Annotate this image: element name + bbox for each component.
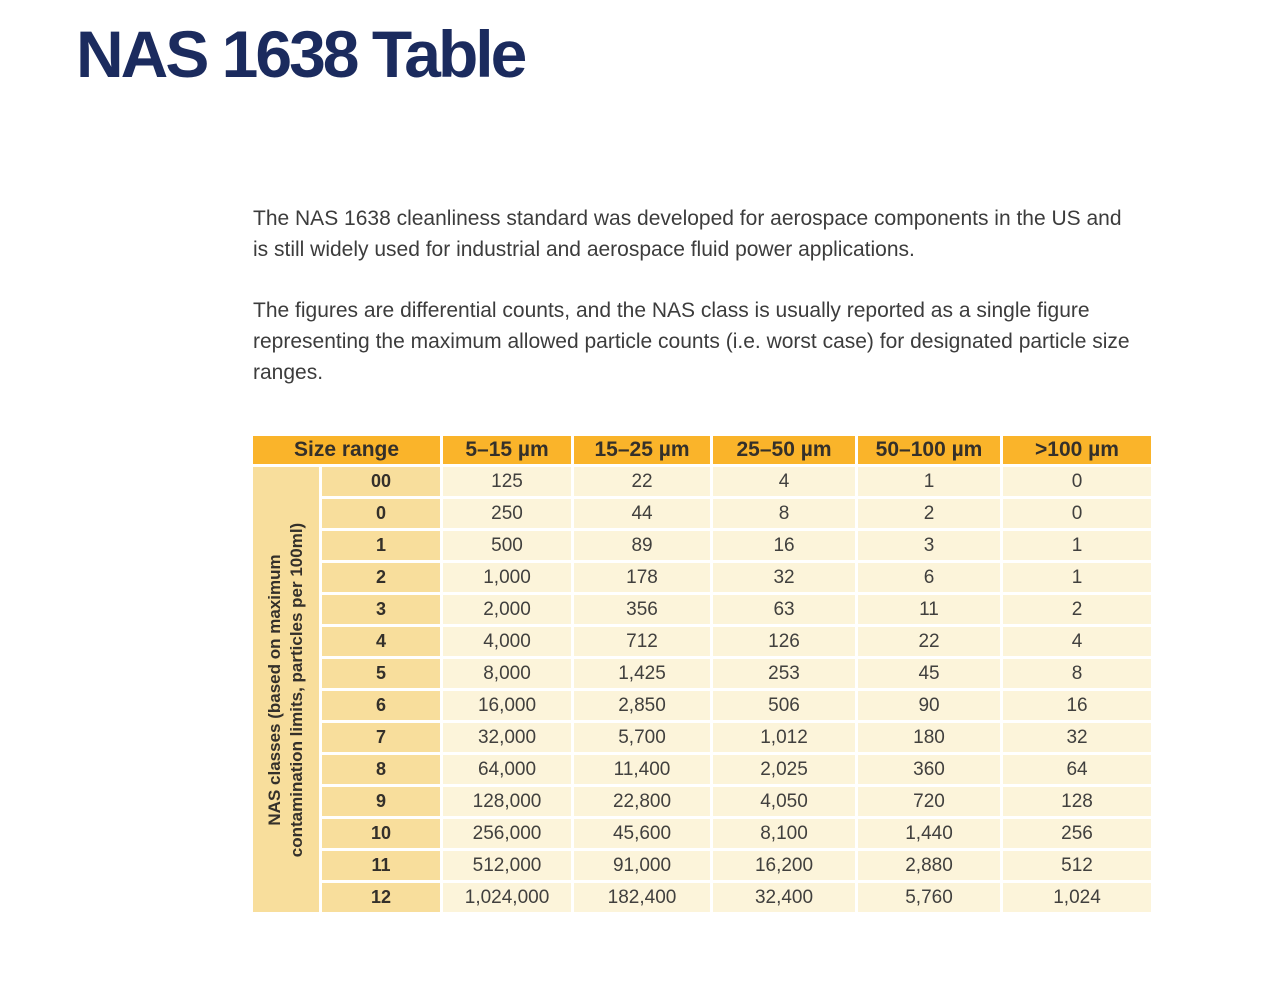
count-cell: 1 bbox=[1003, 563, 1151, 592]
nas-class-cell: 4 bbox=[322, 627, 440, 656]
count-cell: 44 bbox=[574, 499, 710, 528]
count-cell: 22,800 bbox=[574, 787, 710, 816]
count-cell: 45 bbox=[858, 659, 1000, 688]
nas-table-body bbox=[253, 467, 1151, 912]
nas-class-cell: 7 bbox=[322, 723, 440, 752]
nas-class-cell: 12 bbox=[322, 883, 440, 912]
count-cell: 250 bbox=[443, 499, 571, 528]
count-cell: 11 bbox=[858, 595, 1000, 624]
count-cell: 512,000 bbox=[443, 851, 571, 880]
count-cell: 712 bbox=[574, 627, 710, 656]
table-row bbox=[253, 819, 1151, 848]
col-header-gt100um: >100 µm bbox=[1003, 436, 1151, 464]
count-cell: 256 bbox=[1003, 819, 1151, 848]
table-row bbox=[253, 627, 1151, 656]
row-axis-label bbox=[264, 465, 308, 915]
count-cell: 2,850 bbox=[574, 691, 710, 720]
count-cell: 2,025 bbox=[713, 755, 855, 784]
count-cell: 22 bbox=[858, 627, 1000, 656]
count-cell: 360 bbox=[858, 755, 1000, 784]
count-cell: 2 bbox=[858, 499, 1000, 528]
count-cell: 506 bbox=[713, 691, 855, 720]
count-cell: 16 bbox=[1003, 691, 1151, 720]
intro-paragraph-1: The NAS 1638 cleanliness standard was developed for aerospace components in the US and is still widely used for industrial and aerospace fluid power applications. bbox=[253, 207, 1122, 261]
header-row bbox=[253, 436, 1151, 464]
count-cell: 32,400 bbox=[713, 883, 855, 912]
count-cell: 126 bbox=[713, 627, 855, 656]
nas-class-cell: 6 bbox=[322, 691, 440, 720]
count-cell: 16,200 bbox=[713, 851, 855, 880]
count-cell: 5,760 bbox=[858, 883, 1000, 912]
nas-class-cell: 1 bbox=[322, 531, 440, 560]
count-cell: 180 bbox=[858, 723, 1000, 752]
count-cell: 91,000 bbox=[574, 851, 710, 880]
nas-class-cell: 9 bbox=[322, 787, 440, 816]
nas-class-cell: 00 bbox=[322, 467, 440, 496]
row-axis-label-cell bbox=[253, 467, 319, 912]
table-row bbox=[253, 723, 1151, 752]
intro-text bbox=[253, 203, 1137, 388]
table-row bbox=[253, 787, 1151, 816]
table-row bbox=[253, 595, 1151, 624]
count-cell: 0 bbox=[1003, 467, 1151, 496]
count-cell: 256,000 bbox=[443, 819, 571, 848]
count-cell: 63 bbox=[713, 595, 855, 624]
count-cell: 64,000 bbox=[443, 755, 571, 784]
table-row bbox=[253, 499, 1151, 528]
count-cell: 8,000 bbox=[443, 659, 571, 688]
count-cell: 5,700 bbox=[574, 723, 710, 752]
count-cell: 0 bbox=[1003, 499, 1151, 528]
nas-class-cell: 10 bbox=[322, 819, 440, 848]
page-title: NAS 1638 Table bbox=[76, 17, 525, 91]
col-header-5-15um: 5–15 µm bbox=[443, 436, 571, 464]
count-cell: 720 bbox=[858, 787, 1000, 816]
count-cell: 4 bbox=[713, 467, 855, 496]
count-cell: 16,000 bbox=[443, 691, 571, 720]
count-cell: 32 bbox=[1003, 723, 1151, 752]
table-row bbox=[253, 691, 1151, 720]
count-cell: 2,000 bbox=[443, 595, 571, 624]
count-cell: 8,100 bbox=[713, 819, 855, 848]
count-cell: 500 bbox=[443, 531, 571, 560]
col-header-25-50um: 25–50 µm bbox=[713, 436, 855, 464]
count-cell: 1,000 bbox=[443, 563, 571, 592]
nas-1638-table bbox=[250, 433, 1154, 915]
table-row bbox=[253, 851, 1151, 880]
table-row bbox=[253, 883, 1151, 912]
count-cell: 6 bbox=[858, 563, 1000, 592]
count-cell: 4,000 bbox=[443, 627, 571, 656]
count-cell: 1,012 bbox=[713, 723, 855, 752]
count-cell: 253 bbox=[713, 659, 855, 688]
table-row bbox=[253, 531, 1151, 560]
count-cell: 4,050 bbox=[713, 787, 855, 816]
intro-paragraph-2: The figures are differential counts, and the NAS class is usually reported as a single figure representing the maximum allowed particle counts (i.e. worst case) for designated particle size ranges. bbox=[253, 299, 1130, 384]
nas-class-cell: 0 bbox=[322, 499, 440, 528]
count-cell: 1,024 bbox=[1003, 883, 1151, 912]
count-cell: 45,600 bbox=[574, 819, 710, 848]
count-cell: 1 bbox=[1003, 531, 1151, 560]
count-cell: 128 bbox=[1003, 787, 1151, 816]
count-cell: 4 bbox=[1003, 627, 1151, 656]
nas-table-container bbox=[250, 433, 1154, 915]
row-axis-label-line-1: NAS classes (based on maximum bbox=[265, 553, 284, 826]
count-cell: 2 bbox=[1003, 595, 1151, 624]
count-cell: 1,024,000 bbox=[443, 883, 571, 912]
table-row bbox=[253, 467, 1151, 496]
col-header-15-25um: 15–25 µm bbox=[574, 436, 710, 464]
count-cell: 1,440 bbox=[858, 819, 1000, 848]
nas-class-cell: 2 bbox=[322, 563, 440, 592]
row-axis-label-line-2: contamination limits, particles per 100ml) bbox=[287, 522, 306, 857]
count-cell: 512 bbox=[1003, 851, 1151, 880]
count-cell: 2,880 bbox=[858, 851, 1000, 880]
count-cell: 182,400 bbox=[574, 883, 710, 912]
nas-class-cell: 3 bbox=[322, 595, 440, 624]
count-cell: 32,000 bbox=[443, 723, 571, 752]
count-cell: 1,425 bbox=[574, 659, 710, 688]
table-row bbox=[253, 659, 1151, 688]
count-cell: 22 bbox=[574, 467, 710, 496]
count-cell: 11,400 bbox=[574, 755, 710, 784]
count-cell: 8 bbox=[1003, 659, 1151, 688]
count-cell: 3 bbox=[858, 531, 1000, 560]
col-header-50-100um: 50–100 µm bbox=[858, 436, 1000, 464]
count-cell: 90 bbox=[858, 691, 1000, 720]
nas-class-cell: 8 bbox=[322, 755, 440, 784]
nas-class-cell: 11 bbox=[322, 851, 440, 880]
table-row bbox=[253, 755, 1151, 784]
count-cell: 178 bbox=[574, 563, 710, 592]
count-cell: 128,000 bbox=[443, 787, 571, 816]
table-row bbox=[253, 563, 1151, 592]
count-cell: 1 bbox=[858, 467, 1000, 496]
count-cell: 356 bbox=[574, 595, 710, 624]
count-cell: 89 bbox=[574, 531, 710, 560]
count-cell: 32 bbox=[713, 563, 855, 592]
count-cell: 125 bbox=[443, 467, 571, 496]
count-cell: 8 bbox=[713, 499, 855, 528]
nas-table-header bbox=[253, 436, 1151, 464]
count-cell: 16 bbox=[713, 531, 855, 560]
count-cell: 64 bbox=[1003, 755, 1151, 784]
nas-class-cell: 5 bbox=[322, 659, 440, 688]
size-range-header: Size range bbox=[253, 436, 440, 464]
